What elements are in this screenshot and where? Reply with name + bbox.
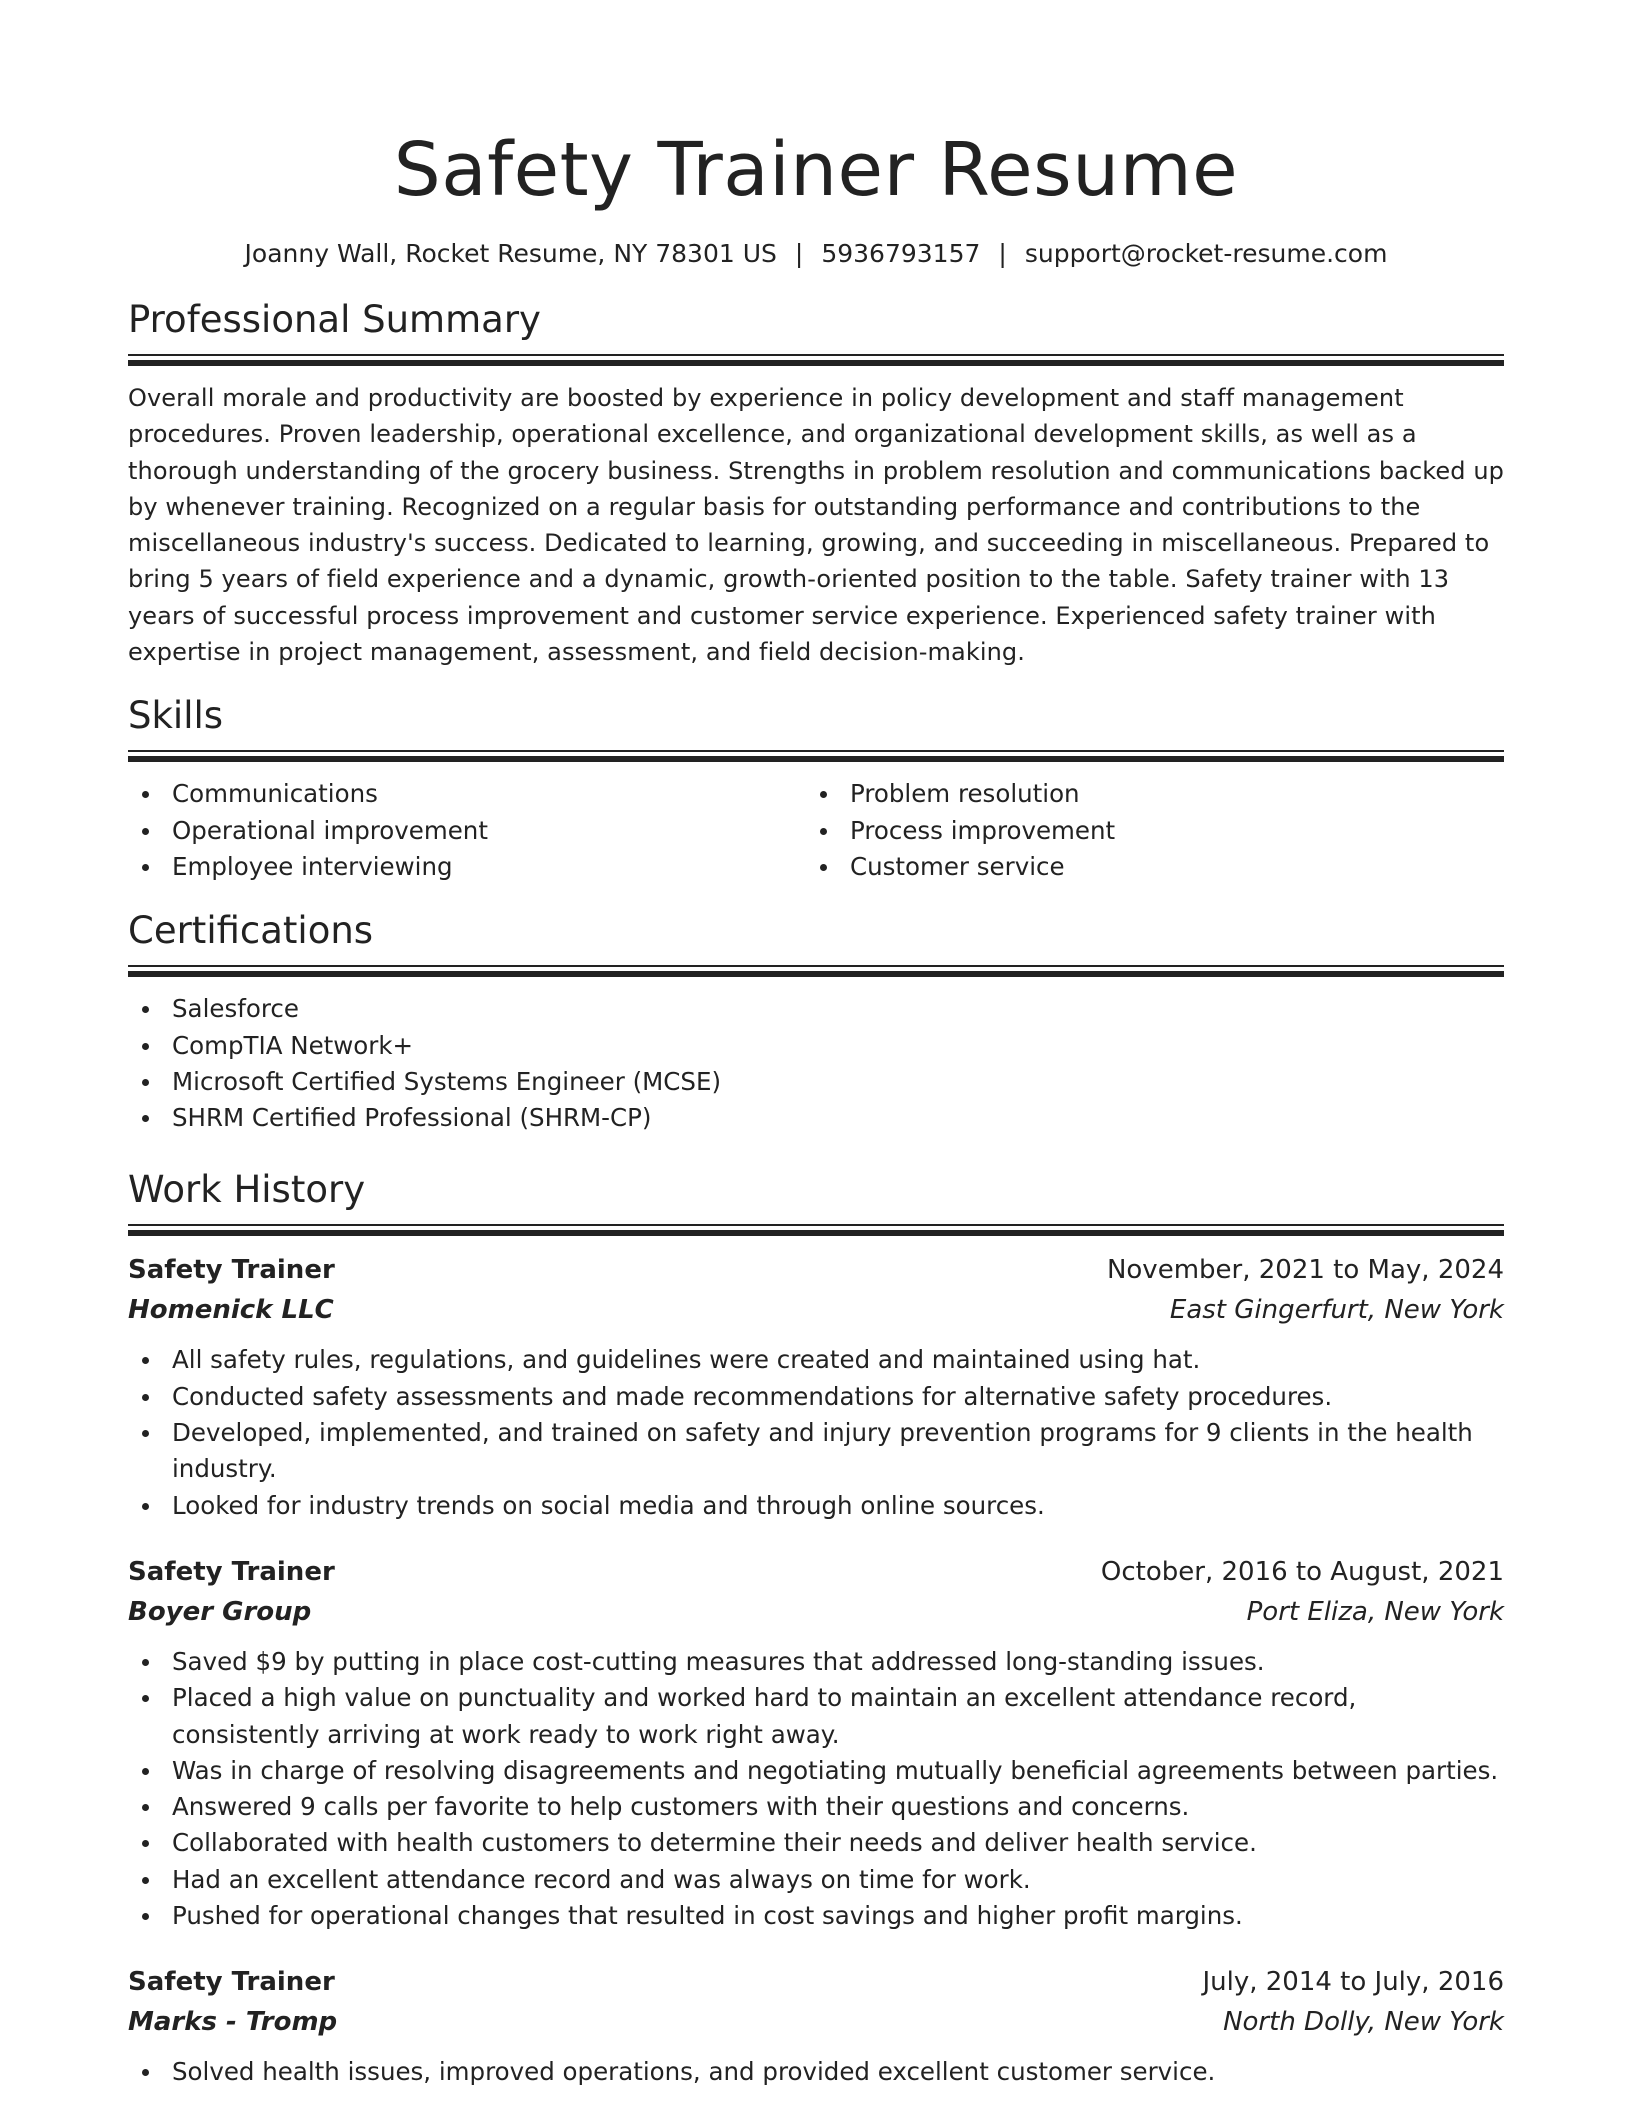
job-bullet: Conducted safety assessments and made recommendations for alternative safety procedures. [128, 1379, 1504, 1415]
section-divider [128, 1224, 1504, 1236]
skills-section [128, 692, 1504, 885]
job-entry [128, 1962, 1504, 2090]
job-header [128, 1962, 1504, 2002]
job-entry [128, 1552, 1504, 1934]
contact-line [128, 238, 1504, 270]
job-bullets [128, 2054, 1504, 2090]
resume-page [128, 0, 1504, 2091]
job-bullet: Collaborated with health customers to determine their needs and deliver health service. [128, 1825, 1504, 1861]
job-header [128, 1552, 1504, 1592]
skills-column-left [128, 776, 806, 885]
certifications-list [128, 991, 1504, 1136]
job-subheader [128, 1592, 1504, 1632]
work-history-section [128, 1166, 1504, 2090]
job-dates: July, 2014 to July, 2016 [1202, 1967, 1504, 1998]
job-bullet: Had an excellent attendance record and was always on time for work. [128, 1862, 1504, 1898]
job-company: Marks - Tromp [128, 2007, 338, 2038]
job-bullet: Answered 9 calls per favorite to help customers with their questions and concerns. [128, 1789, 1504, 1825]
job-location: East Gingerfurt, New York [1169, 1295, 1504, 1326]
job-bullet: Solved health issues, improved operations, and provided excellent customer service. [128, 2054, 1504, 2090]
certification-item: Salesforce [128, 991, 1504, 1027]
job-entry [128, 1250, 1504, 1523]
job-subheader [128, 1290, 1504, 1330]
job-bullet: Saved $9 by putting in place cost-cutting measures that addressed long-standing issues. [128, 1644, 1504, 1680]
job-company: Homenick LLC [128, 1295, 334, 1326]
contact-separator: | [998, 239, 1007, 268]
contact-email: support@rocket-resume.com [1024, 239, 1388, 268]
job-bullet: Was in charge of resolving disagreements and negotiating mutually beneficial agreements between parties. [128, 1753, 1504, 1789]
job-header [128, 1250, 1504, 1290]
job-bullet: Pushed for operational changes that resulted in cost savings and higher profit margins. [128, 1898, 1504, 1934]
work-history-heading: Work History [128, 1168, 366, 1212]
skills-list [128, 776, 1504, 885]
certification-item: Microsoft Certified Systems Engineer (MCSE) [128, 1064, 1504, 1100]
contact-phone: 5936793157 [821, 239, 981, 268]
job-title: Safety Trainer [128, 1556, 335, 1587]
summary-heading: Professional Summary [128, 298, 541, 341]
section-divider [128, 750, 1504, 762]
job-bullet: All safety rules, regulations, and guidelines were created and maintained using hat. [128, 1342, 1504, 1378]
job-title: Safety Trainer [128, 1255, 335, 1286]
summary-section [128, 296, 1504, 670]
summary-text: Overall morale and productivity are boosted by experience in policy development and staff management procedures. Proven leadership, operational excellence, and organizational development skills, as well as a thorough understanding of the grocery business. Strengths in problem resolution and communications backed up by whenever training. Recognized on a regular basis for outstanding performance and contributions to the miscellaneous industry's success. Dedicated to learning, growing, and succeeding in miscellaneous. Prepared to bring 5 years of field experience and a dynamic, growth-oriented position to the table. Safety trainer with 13 years of successful process improvement and customer service experience. Experienced safety trainer with expertise in project management, assessment, and field decision-making. [128, 384, 1504, 667]
job-location: Port Eliza, New York [1246, 1596, 1504, 1627]
skills-column-right [806, 776, 1484, 885]
skill-item: Problem resolution [806, 776, 1484, 812]
job-bullet: Placed a high value on punctuality and worked hard to maintain an excellent attendance record, consistently arriving at work ready to work right away. [128, 1680, 1504, 1753]
job-subheader [128, 2002, 1504, 2042]
job-bullet: Developed, implemented, and trained on safety and injury prevention programs for 9 clients in the health industry. [128, 1415, 1504, 1488]
certifications-section [128, 907, 1504, 1136]
job-dates: November, 2021 to May, 2024 [1106, 1255, 1504, 1286]
section-divider [128, 965, 1504, 977]
page-title: Safety Trainer Resume [393, 127, 1239, 213]
job-title: Safety Trainer [128, 1967, 335, 1998]
job-dates: October, 2016 to August, 2021 [1100, 1556, 1504, 1587]
skills-heading: Skills [128, 694, 224, 738]
skill-item: Operational improvement [128, 813, 806, 849]
skill-item: Communications [128, 776, 806, 812]
contact-address: Joanny Wall, Rocket Resume, NY 78301 US [244, 239, 777, 268]
skill-item: Process improvement [806, 813, 1484, 849]
job-company: Boyer Group [128, 1596, 312, 1627]
certification-item: SHRM Certified Professional (SHRM-CP) [128, 1100, 1504, 1136]
job-bullets [128, 1644, 1504, 1934]
contact-separator: | [794, 239, 804, 268]
job-location: North Dolly, New York [1223, 2007, 1504, 2038]
certification-item: CompTIA Network+ [128, 1028, 1504, 1064]
skill-item: Customer service [806, 849, 1484, 885]
section-divider [128, 354, 1504, 366]
certifications-heading: Certifications [128, 909, 374, 953]
skill-item: Employee interviewing [128, 849, 806, 885]
job-bullets [128, 1342, 1504, 1523]
job-bullet: Looked for industry trends on social media and through online sources. [128, 1488, 1504, 1524]
